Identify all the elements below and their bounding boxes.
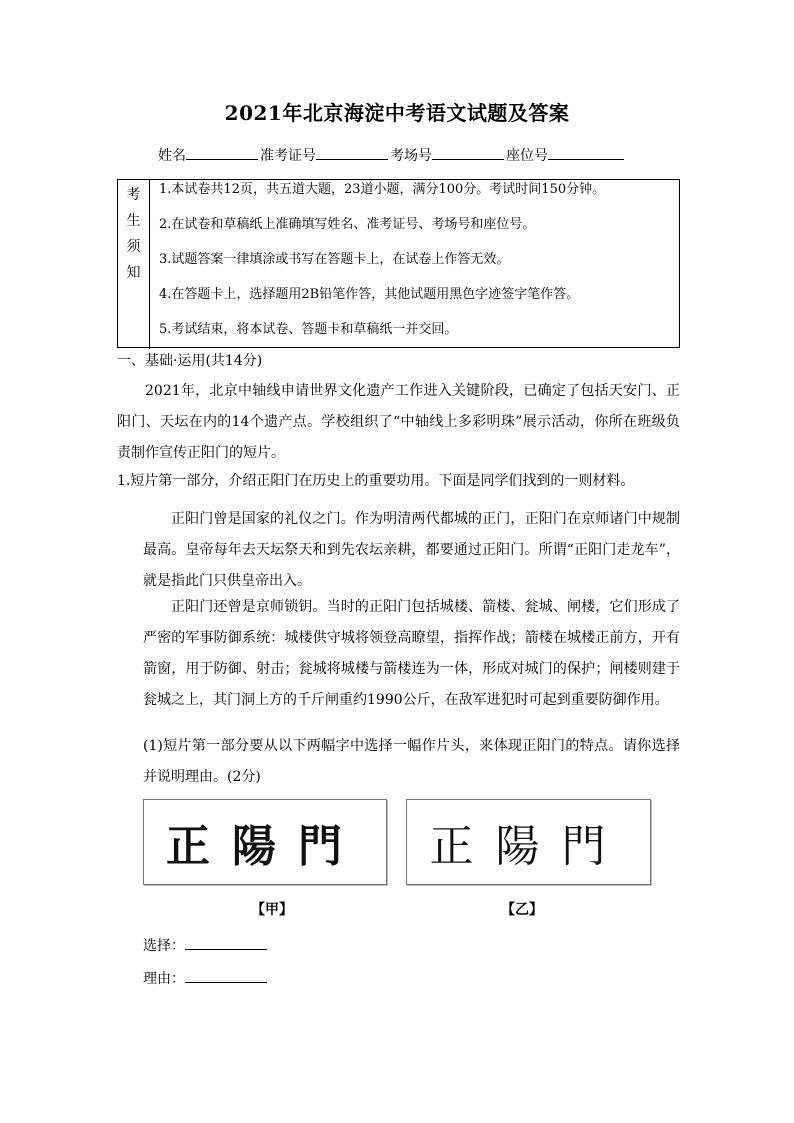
notice-item: 5.考试结束，将本试卷、答题卡和草稿纸一并交回。 [159, 322, 458, 337]
answer-choose [143, 935, 267, 955]
calligraphy-jia-text: 正陽門 [166, 821, 364, 872]
answer-reason [143, 968, 267, 988]
calligraphy-jia-image [143, 799, 387, 885]
material-paragraph-1: 正阳门曾是国家的礼仪之门。作为明清两代都城的正门，正阳门在京师诸门中规制最高。皇帝每年去天坛祭天和到先农坛亲耕，都要通过正阳门。所谓“正阳门走龙车”，就是指此门只供皇帝出入。 [143, 511, 680, 589]
name-label: 姓名 [158, 148, 186, 164]
reason-blank[interactable] [185, 968, 267, 983]
section-title: 一、基础·运用(共14分) [117, 353, 263, 369]
reason-label: 理由： [143, 971, 185, 987]
page-title: 2021年北京海淀中考语文试题及答案 [224, 101, 570, 125]
caption-jia: 【甲】 [251, 902, 293, 918]
calligraphy-yi-text: 正陽門 [429, 821, 628, 872]
intro-paragraph: 2021年，北京中轴线申请世界文化遗产工作进入关键阶段，已确定了包括天安门、正阳门、天坛在内的14个遗产点。学校组织了“中轴线上多彩明珠”展示活动，你所在班级负责制作宣传正阳门的短片。 [117, 383, 680, 461]
notice-item: 3.试题答案一律填涂或书写在答题卡上，在试卷上作答无效。 [159, 252, 510, 267]
material-paragraph-2: 正阳门还曾是京师锁钥。当时的正阳门包括城楼、箭楼、瓮城、闸楼，它们形成了严密的军事防御系统：城楼供守城将领登高瞭望，指挥作战；箭楼在城楼正前方，开有箭窗，用于防御、射击；瓮城将城楼与箭楼连为一体，形成对城门的保护；闸楼则建于瓮城之上，其门洞上方的千斤闸重约1990公斤，在敌军进犯时可起到重要防御作用。 [143, 599, 680, 708]
name-blank[interactable] [186, 145, 258, 160]
exam-id-blank[interactable] [316, 145, 388, 160]
candidate-info-fields [158, 145, 626, 165]
notice-label-char: 生 [126, 213, 141, 229]
seat-blank[interactable] [548, 145, 624, 160]
calligraphy-yi-image [406, 799, 651, 885]
notice-label-char: 知 [126, 265, 141, 281]
exam-room-label: 考场号 [390, 148, 432, 164]
notice-label-char: 须 [126, 239, 141, 255]
notice-item: 4.在答题卡上，选择题用2B铅笔作答，其他试题用黑色字迹签字笔作答。 [159, 287, 580, 302]
exam-room-blank[interactable] [432, 145, 504, 160]
notice-label [118, 180, 150, 349]
question-1: 1.短片第一部分，介绍正阳门在历史上的重要功用。下面是同学们找到的一则材料。 [117, 473, 635, 489]
caption-yi: 【乙】 [501, 902, 543, 918]
seat-label: 座位号 [506, 148, 548, 164]
notice-item: 2.在试卷和草稿纸上准确填写姓名、准考证号、考场号和座位号。 [159, 217, 536, 232]
subquestion-1: (1)短片第一部分要从以下两幅字中选择一幅作片头，来体现正阳门的特点。请你选择并说明理由。(2分) [143, 738, 680, 785]
notice-label-char: 考 [126, 187, 141, 203]
choose-blank[interactable] [185, 935, 267, 950]
notice-item: 1.本试卷共12页，共五道大题，23道小题，满分100分。考试时间150分钟。 [159, 182, 606, 197]
choose-label: 选择： [143, 938, 185, 954]
exam-id-label: 准考证号 [260, 148, 316, 164]
notice-items [159, 180, 675, 355]
exam-notice-box [117, 179, 680, 348]
